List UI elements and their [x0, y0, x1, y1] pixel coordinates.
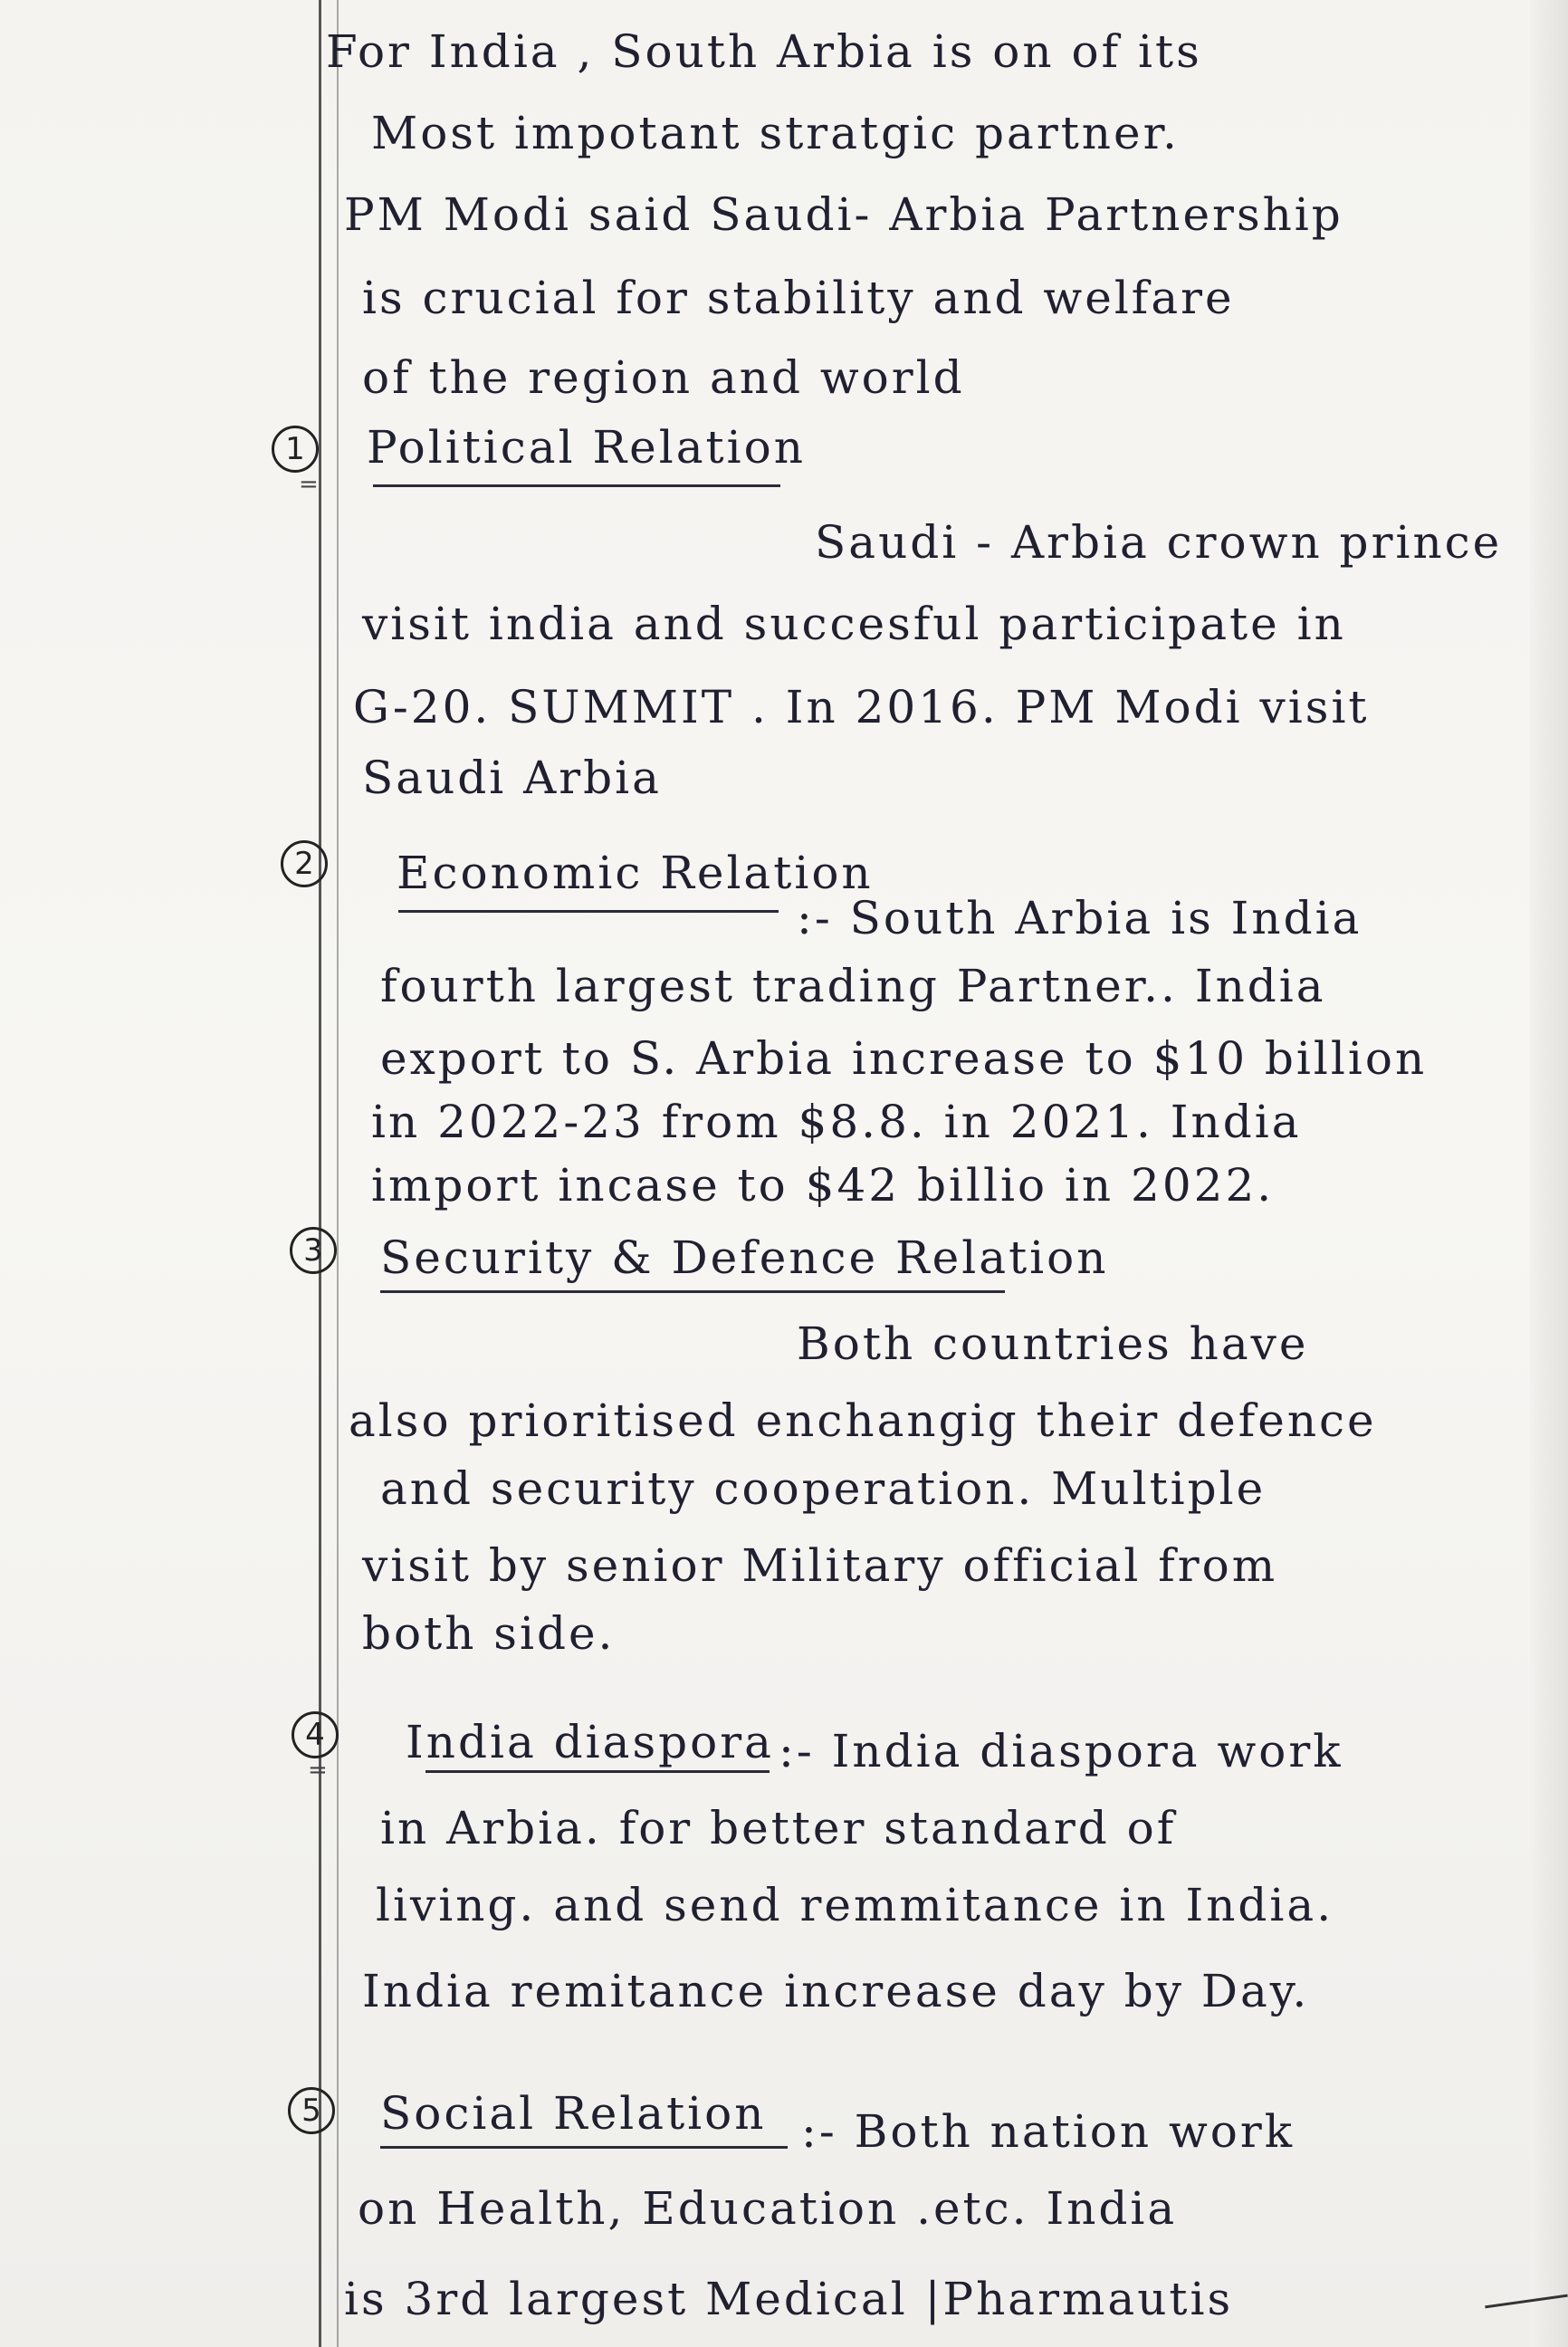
section-heading-suffix: :- Both nation work — [801, 2105, 1296, 2158]
section-line: in Arbia. for better standard of — [380, 1802, 1177, 1854]
section-line: living. and send remmitance in India. — [376, 1879, 1334, 1931]
section-heading-social: Social Relation — [380, 2087, 767, 2140]
heading-underline — [380, 2146, 788, 2149]
section-line: export to S. Arbia increase to $10 billion — [380, 1032, 1428, 1085]
section-line: G-20. SUMMIT . In 2016. PM Modi visit — [353, 681, 1370, 733]
margin-line — [319, 0, 321, 2347]
heading-underline — [373, 484, 780, 487]
page-edge-shadow — [1530, 0, 1568, 2347]
section-heading-suffix: :- India diaspora work — [779, 1725, 1343, 1777]
margin-line-inner — [337, 0, 339, 2347]
section-line: Saudi - Arbia crown prince — [815, 516, 1503, 569]
section-heading-political: Political Relation — [367, 421, 806, 474]
margin-mark: = — [308, 1757, 328, 1784]
section-line: is 3rd largest Medical |Pharmautis — [344, 2273, 1234, 2325]
section-line: both side. — [362, 1607, 616, 1660]
section-line: Both countries have — [797, 1317, 1309, 1370]
section-number-1: 1 — [272, 426, 319, 473]
intro-line: is crucial for stability and welfare — [362, 272, 1235, 324]
intro-line: For India , South Arbia is on of its — [326, 25, 1202, 78]
section-line: and security cooperation. Multiple — [380, 1462, 1267, 1515]
section-line: India remitance increase day by Day. — [362, 1965, 1310, 2017]
section-line: on Health, Education .etc. India — [358, 2182, 1178, 2235]
intro-line: PM Modi said Saudi- Arbia Partnership — [344, 188, 1343, 241]
section-line: also prioritised enchangig their defence — [349, 1394, 1377, 1447]
section-number-5: 5 — [288, 2087, 335, 2134]
margin-mark: = — [299, 471, 319, 498]
section-line: import incase to $42 billio in 2022. — [371, 1159, 1275, 1212]
heading-underline — [380, 1290, 1005, 1293]
section-heading-suffix: :- South Arbia is India — [797, 892, 1362, 944]
section-line: in 2022-23 from $8.8. in 2021. India — [371, 1096, 1302, 1148]
section-heading-economic: Economic Relation — [397, 847, 874, 899]
section-heading-diaspora: India diaspora — [406, 1716, 774, 1768]
section-line: fourth largest trading Partner.. India — [380, 960, 1326, 1012]
heading-underline — [425, 1770, 770, 1773]
section-line: Saudi Arbia — [362, 752, 662, 804]
heading-underline — [398, 910, 779, 913]
section-number-4: 4 — [292, 1711, 339, 1758]
section-line: visit by senior Military official from — [362, 1539, 1278, 1592]
intro-line: of the region and world — [362, 351, 965, 404]
intro-line: Most impotant stratgic partner. — [371, 107, 1180, 159]
section-number-3: 3 — [290, 1227, 337, 1274]
section-heading-security: Security & Defence Relation — [380, 1231, 1109, 1284]
section-line: visit india and succesful participate in — [362, 598, 1346, 650]
section-number-2: 2 — [281, 840, 328, 887]
